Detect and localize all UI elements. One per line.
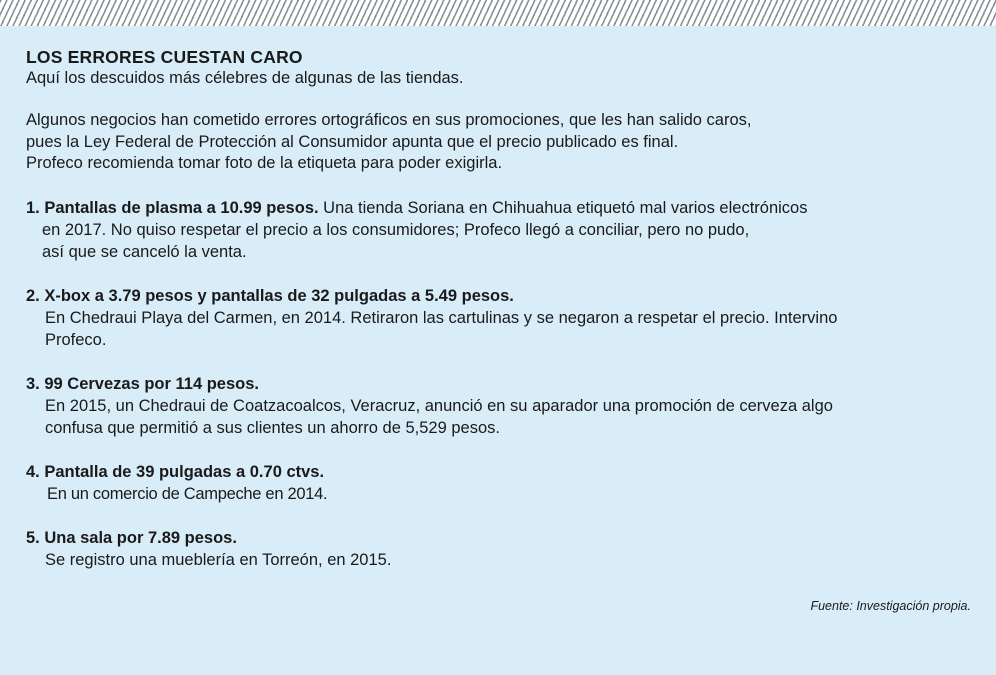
list-item-heading: 3. 99 Cervezas por 114 pesos. — [26, 374, 259, 393]
list-item-heading: 2. X-box a 3.79 pesos y pantallas de 32 pulgadas a 5.49 pesos. — [26, 286, 514, 305]
intro-line: Profeco recomienda tomar foto de la etiqueta para poder exigirla. — [26, 154, 503, 172]
list-item-line: En 2015, un Chedraui de Coatzacoalcos, Veracruz, anunció en su aparador una promoción de cerveza algo — [45, 396, 833, 415]
list-item-heading: 4. Pantalla de 39 pulgadas a 0.70 ctvs. — [26, 462, 325, 481]
list-item-body — [26, 395, 976, 439]
list-item-inline-text: Una tienda Soriana en Chihuahua etiquetó mal varios electrónicos — [318, 198, 808, 217]
list-item-heading: 5. Una sala por 7.89 pesos. — [26, 528, 237, 547]
page-subtitle: Aquí los descuidos más célebres de algunas de las tiendas. — [26, 69, 464, 87]
list-item-line: Se registro una mueblería en Torreón, en 2015. — [45, 550, 392, 569]
list-item-body — [26, 549, 976, 571]
page-title: LOS ERRORES CUESTAN CARO — [26, 47, 303, 67]
intro-line: Algunos negocios han cometido errores ortográficos en sus promociones, que les han salido caros, — [26, 111, 752, 129]
list-item-first-line — [26, 197, 976, 219]
list-item-body — [26, 219, 976, 263]
intro-paragraph — [26, 110, 976, 175]
list-item-line: En un comercio de Campeche en 2014. — [47, 484, 328, 503]
list-item — [26, 373, 976, 439]
list-item-line: En Chedraui Playa del Carmen, en 2014. Retiraron las cartulinas y se negaron a respetar el precio. Intervino — [45, 308, 838, 327]
list-item-line: confusa que permitió a sus clientes un ahorro de 5,529 pesos. — [45, 418, 500, 437]
list-item-line: así que se canceló la venta. — [42, 242, 247, 261]
list-item — [26, 527, 976, 571]
list-item — [26, 461, 976, 505]
list-item — [26, 197, 976, 263]
list-item-line: en 2017. No quiso respetar el precio a los consumidores; Profeco llegó a conciliar, pero no pudo, — [42, 220, 750, 239]
list-item-line: Profeco. — [45, 330, 107, 349]
list-item-body — [26, 307, 976, 351]
top-hatched-stripe — [0, 0, 996, 26]
list-item-body — [26, 483, 976, 505]
list-item — [26, 285, 976, 351]
article-content — [26, 47, 976, 571]
source-note: Fuente: Investigación propia. — [810, 599, 971, 613]
intro-line: pues la Ley Federal de Protección al Consumidor apunta que el precio publicado es final. — [26, 132, 679, 151]
list-item-heading: 1. Pantallas de plasma a 10.99 pesos. — [26, 198, 319, 217]
